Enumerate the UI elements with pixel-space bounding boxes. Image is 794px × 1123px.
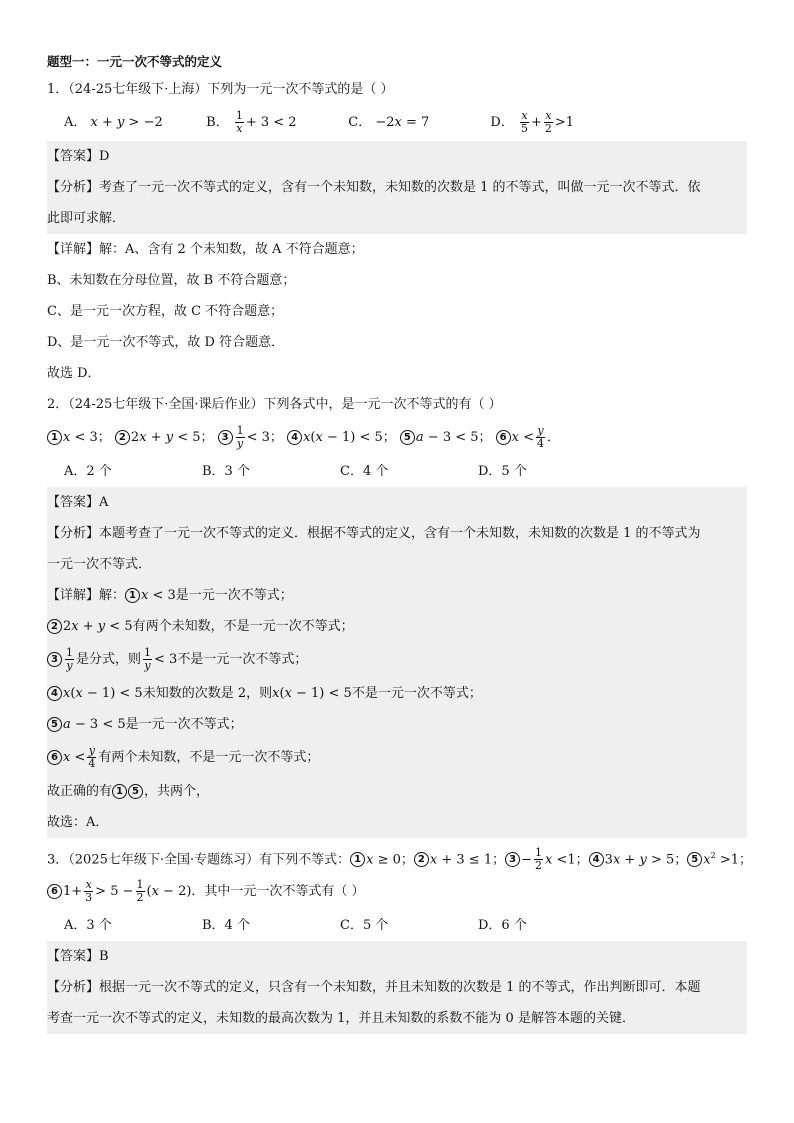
q2-option-a: A．2 个	[64, 464, 112, 479]
q3-analysis-line1: 【分析】根据一元一次不等式的定义，只含有一个未知数，并且未知数的次数是 1 的不等式，作出判断即可．本题	[47, 980, 701, 995]
q3-stem-line2: 6 1+ $\frac{x}{3}$ > 5 − $\frac{1}{2}$ (x − 2)．其中一元一次不等式有（ ）	[47, 874, 747, 910]
q1-detail-line1: 【详解】解：A、含有 2 个未知数，故 A 不符合题意；	[47, 242, 364, 257]
q2-option-b: B．3 个	[202, 464, 250, 479]
q2-detail-line7: 故正确的有 1 5 ，共两个，	[47, 784, 210, 799]
q2-detail-line5: 5 a − 3 < 5是一元一次不等式；	[47, 709, 747, 740]
q3-solution	[47, 941, 747, 1034]
q1-solution	[47, 141, 747, 234]
q1-analysis-line2: 此即可求解．	[47, 211, 126, 226]
q2-analysis-line2: 一元一次不等式．	[47, 557, 152, 572]
q1-option-d: D． $\frac{x}{5}$ + $\frac{x}{2}$ >1	[490, 109, 575, 135]
q2-stem: 2．（24-25七年级下·全国·课后作业）下列各式中，是一元一次不等式的有（ ）	[47, 397, 502, 412]
q1-detail-line2: B、未知数在分母位置，故 B 不符合题意；	[47, 273, 296, 288]
q2-answer: 【答案】A	[47, 495, 109, 510]
q3-stem: 3．（2025七年级下·全国·专题练习）有下列不等式： 1 x ≥ 0； 2 x + 3 ≤ 1； 3 − $\frac{1}{2}$ x <1； 4 3x + y > 5； 5 $x^2 >1$；	[47, 846, 752, 873]
q1-option-a: A． x + y > −2	[64, 115, 163, 130]
q1-answer: 【答案】D	[47, 149, 110, 164]
q2-option-d: D．5 个	[478, 464, 527, 479]
q1-option-c: C． −2x = 7	[348, 115, 430, 130]
q2-detail-line2: 2 2x + y < 5有两个未知数，不是一元一次不等式；	[47, 611, 747, 642]
q2-solution	[47, 487, 747, 838]
section-title: 题型一：一元一次不等式的定义	[47, 54, 223, 69]
q3-option-c: C．5 个	[340, 918, 389, 933]
q2-detail-line1: 【详解】解： 1 x < 3是一元一次不等式；	[47, 588, 293, 603]
q1-options	[47, 105, 747, 141]
q2-options	[47, 456, 747, 487]
q1-analysis-line1: 【分析】考查了一元一次不等式的定义，含有一个未知数，未知数的次数是 1 的不等式，叫做一元一次不等式．依	[47, 180, 701, 195]
q2-detail-line4: 4 x(x − 1) < 5未知数的次数是 2，则x(x − 1) < 5不是一元一次不等式；	[47, 678, 747, 709]
q3-options	[47, 910, 747, 941]
q1-detail-line5: 故选 D．	[47, 366, 101, 381]
circled-4: 4	[287, 430, 302, 445]
page	[47, 50, 752, 1034]
circled-2: 2	[115, 430, 130, 445]
q2-detail-line8: 故选：A．	[47, 815, 109, 830]
circled-1: 1	[47, 430, 62, 445]
circled-5: 5	[400, 430, 415, 445]
circled-6: 6	[496, 430, 511, 445]
q1-detail-line4: D、是一元一次不等式，故 D 符合题意．	[47, 335, 285, 350]
q2-detail-line6: 6 x < $\frac{y}{4}$ 有两个未知数，不是一元一次不等式；	[47, 740, 747, 776]
q1-stem: 1．（24-25七年级下·上海）下列为一元一次不等式的是（ ）	[47, 82, 394, 97]
q3-analysis-line2: 考查一元一次不等式的定义，未知数的最高次数为 1，并且未知数的系数不能为 0 是解答本题的关键．	[47, 1011, 635, 1026]
q3-answer: 【答案】B	[47, 949, 109, 964]
q2-detail-line3: 3 $\frac{1}{y}$ 是分式，则 $\frac{1}{y}$ < 3不是一元一次不等式；	[47, 642, 747, 678]
q3-option-b: B．4 个	[202, 918, 250, 933]
q1-option-b: B． $\frac{1}{x}$ + 3 < 2	[206, 109, 297, 135]
q1-detail-line3: C、是一元一次方程，故 C 不符合题意；	[47, 304, 284, 319]
q2-option-c: C．4 个	[340, 464, 389, 479]
q3-option-a: A．3 个	[64, 918, 112, 933]
q2-analysis-line1: 【分析】本题考查了一元一次不等式的定义．根据不等式的定义，含有一个未知数，未知数的次数是 1 的不等式为	[47, 526, 701, 541]
q2-expressions: 1 x < 3； 2 2x + y < 5； 3 $\frac{1}{y}$ < 3； 4 x(x − 1) < 5； 5 a − 3 < 5； 6 x < $\frac{y}{4}$ ．	[47, 420, 747, 456]
circled-3: 3	[218, 430, 233, 445]
q3-option-d: D．6 个	[478, 918, 527, 933]
